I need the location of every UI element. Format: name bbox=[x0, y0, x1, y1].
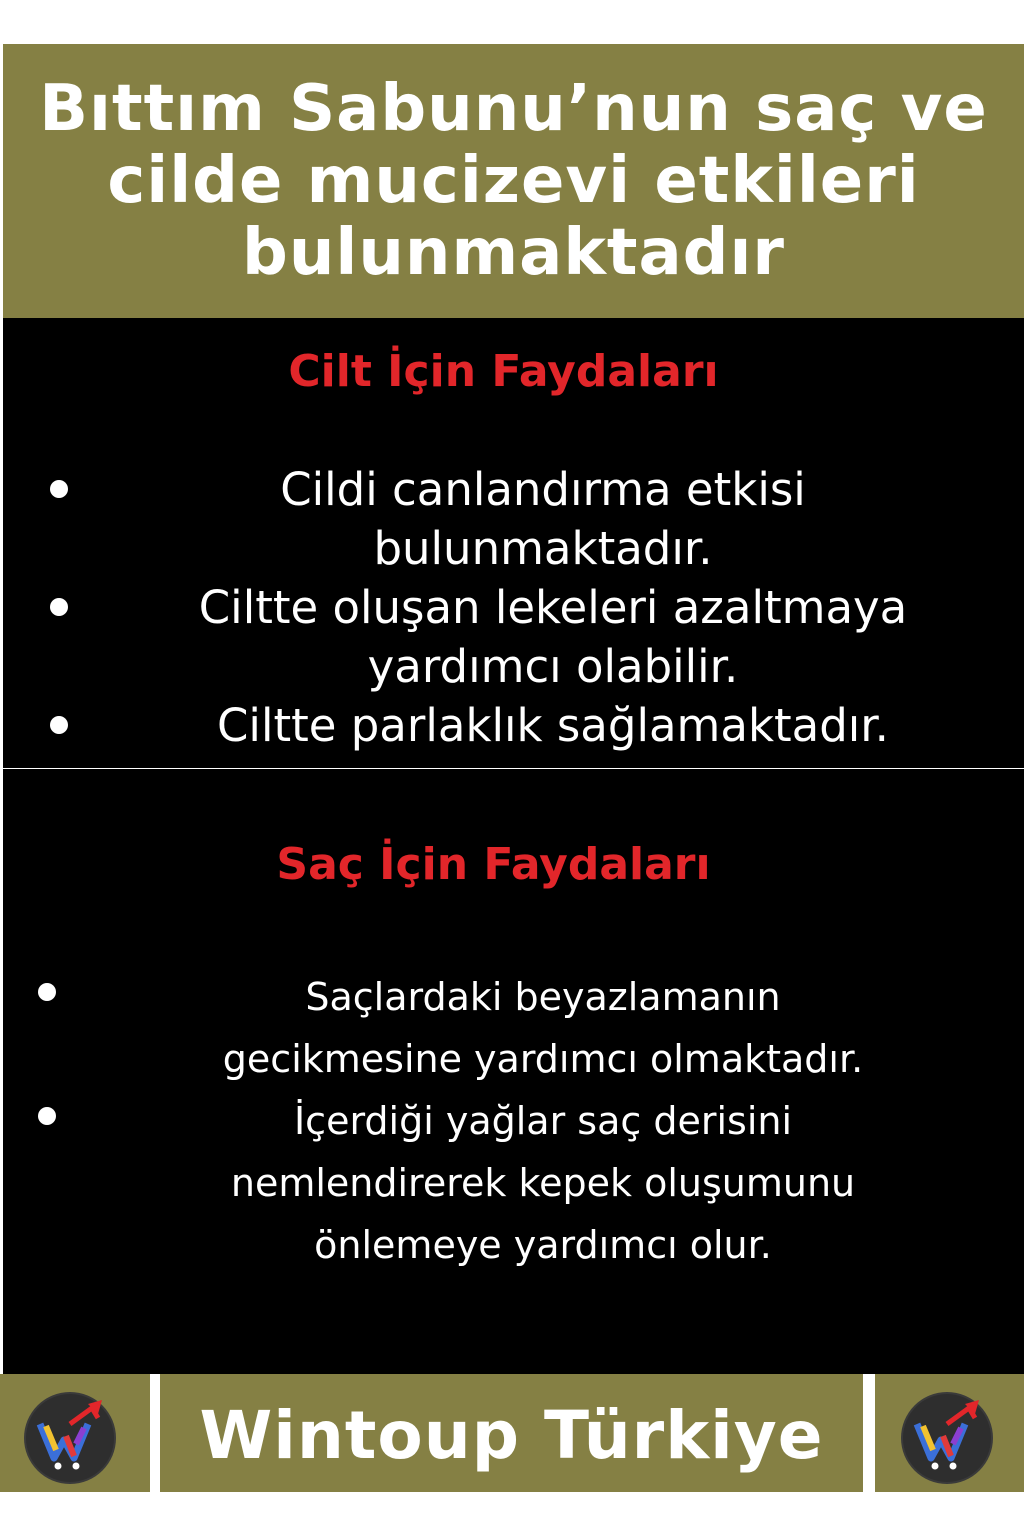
footer-brand-area bbox=[160, 1374, 863, 1492]
bullet-icon bbox=[38, 1107, 56, 1125]
list-item-text: Ciltte oluşan lekeleri azaltmaya yardımcı olabilir. bbox=[198, 581, 908, 693]
page-title: Bıttım Sabunu’nun saç ve cilde mucizevi etkileri bulunmaktadır bbox=[39, 72, 988, 290]
wintoup-cart-logo-icon bbox=[26, 1394, 114, 1482]
bullet-icon bbox=[50, 716, 68, 734]
footer-logo-right bbox=[875, 1374, 1024, 1492]
list-item-text: İçerdiği yağlar saç derisini nemlendirerek kepek oluşumunu önlemeye yardımcı olur. bbox=[230, 1099, 856, 1267]
bullet-icon bbox=[38, 983, 56, 1001]
footer-logo-left bbox=[0, 1374, 150, 1492]
list-item-text: Cildi canlandırma etkisi bulunmaktadır. bbox=[280, 463, 806, 575]
header-banner bbox=[3, 44, 1024, 318]
hair-benefits-panel bbox=[3, 769, 1024, 1374]
skin-benefits-panel bbox=[3, 318, 1024, 768]
bullet-icon bbox=[50, 480, 68, 498]
skin-section-title: Cilt İçin Faydaları bbox=[288, 346, 719, 397]
wintoup-cart-logo-icon bbox=[903, 1394, 991, 1482]
list-item-text: Ciltte parlaklık sağlamaktadır. bbox=[217, 699, 889, 752]
bottom-margin bbox=[0, 1492, 1024, 1536]
brand-name: Wintoup Türkiye bbox=[199, 1396, 824, 1474]
bullet-icon bbox=[50, 598, 68, 616]
hair-section-title: Saç İçin Faydaları bbox=[276, 839, 711, 890]
footer-bar bbox=[0, 1374, 1024, 1492]
list-item-text: Saçlardaki beyazlamanın gecikmesine yardımcı olmaktadır. bbox=[222, 975, 864, 1081]
